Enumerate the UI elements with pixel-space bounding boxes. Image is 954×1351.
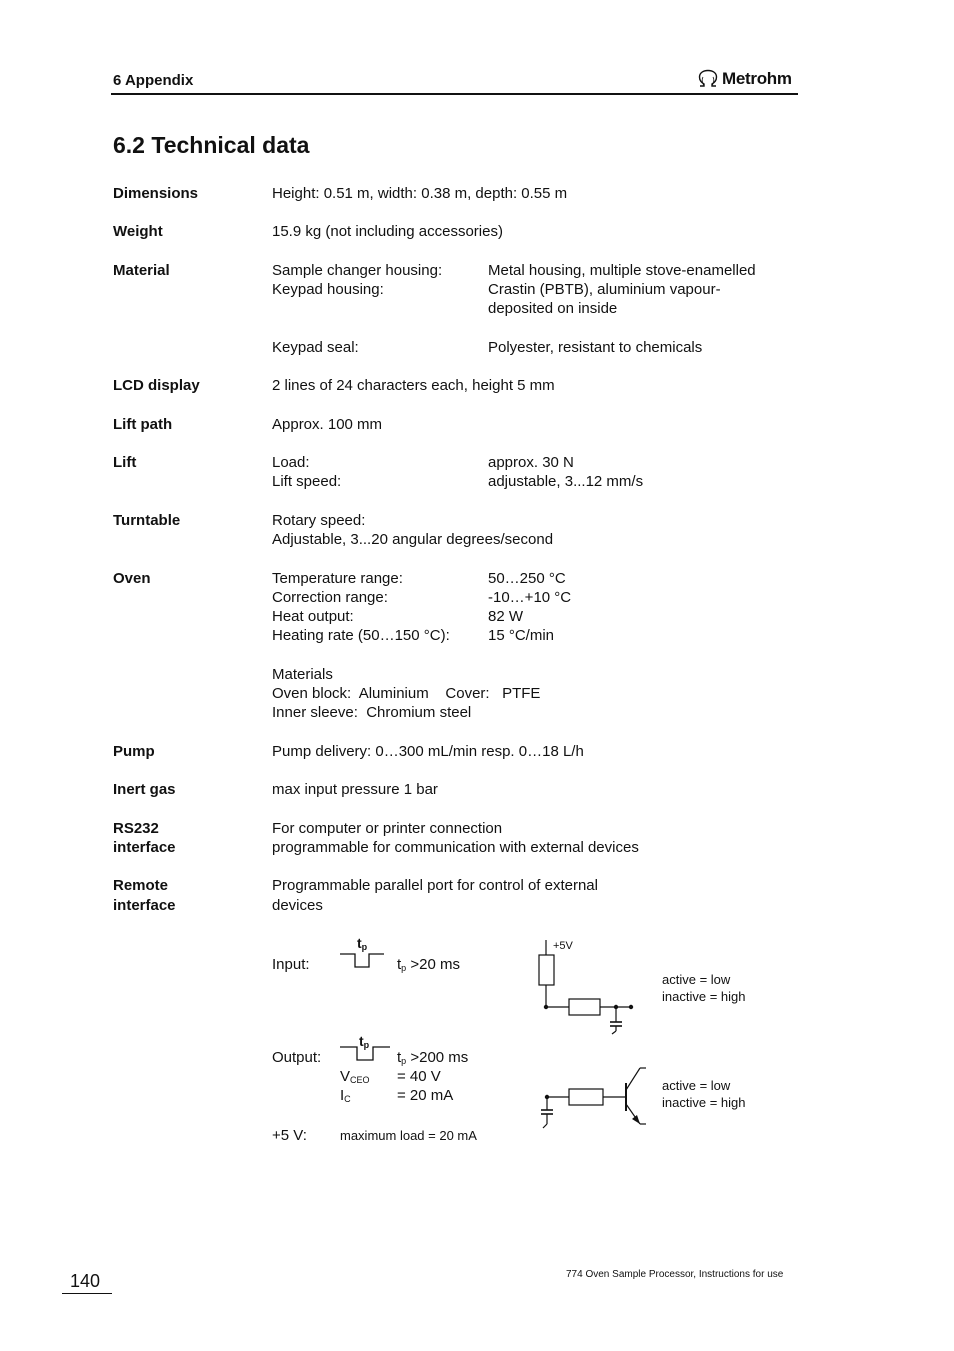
material-key-1: Sample changer housing: bbox=[272, 262, 443, 279]
input-pulse-label: $t_p$ bbox=[357, 935, 368, 952]
output-vceo-symbol: $V_{CEO}$ bbox=[340, 1068, 370, 1085]
input-label: Input: bbox=[272, 956, 310, 973]
material-value-3: Polyester, resistant to chemicals bbox=[488, 339, 703, 356]
input-tp: $t_p >20$ ms bbox=[397, 956, 460, 973]
lift-value-1: approx. 30 N bbox=[488, 454, 574, 471]
inert-gas-value: max input pressure 1 bar bbox=[272, 781, 438, 798]
input-circuit-diagram bbox=[530, 938, 640, 1038]
plus5v-value: maximum load = 20 mA bbox=[340, 1128, 477, 1143]
weight-value: 15.9 kg (not including accessories) bbox=[272, 223, 503, 240]
page-number: 140 bbox=[70, 1271, 101, 1291]
rs232-line-2: programmable for communication with external devices bbox=[272, 839, 639, 856]
input-inactive-text: inactive = high bbox=[662, 989, 746, 1004]
oven-key-2: Correction range: bbox=[272, 589, 388, 606]
remote-label-2: interface bbox=[113, 897, 176, 914]
oven-materials-heading: Materials bbox=[272, 666, 333, 683]
lift-value-2: adjustable, 3...12 mm/s bbox=[488, 473, 644, 490]
turntable-line-2: Adjustable, 3...20 angular degrees/second bbox=[272, 531, 554, 548]
brand-logo bbox=[697, 67, 792, 91]
rs232-line-1: For computer or printer connection bbox=[272, 820, 503, 837]
lift-label: Lift bbox=[113, 454, 137, 471]
section-header: 6 Appendix bbox=[113, 72, 194, 89]
rs232-label-1: RS232 bbox=[113, 820, 159, 837]
supply-label: +5V bbox=[553, 940, 573, 952]
oven-materials-line-1: Oven block: Aluminium Cover: PTFE bbox=[272, 685, 541, 702]
page-title: 6.2 Technical data bbox=[113, 132, 310, 158]
output-circuit-diagram bbox=[534, 1062, 654, 1134]
oven-key-3: Heat output: bbox=[272, 608, 354, 625]
oven-value-2: -10…+10 °C bbox=[488, 589, 572, 606]
lcd-label: LCD display bbox=[113, 377, 200, 394]
liftpath-label: Lift path bbox=[113, 416, 173, 433]
oven-key-4: Heating rate (50…150 °C): bbox=[272, 627, 450, 644]
page-number-rule bbox=[62, 1293, 112, 1294]
oven-value-1: 50…250 °C bbox=[488, 570, 566, 587]
material-value-2b: deposited on inside bbox=[488, 300, 618, 317]
oven-materials-line-2: Inner sleeve: Chromium steel bbox=[272, 704, 472, 721]
brand-name: Metrohm bbox=[722, 69, 792, 88]
output-vceo-value: = 40 V bbox=[397, 1068, 441, 1085]
material-value-1: Metal housing, multiple stove-enamelled bbox=[488, 262, 756, 279]
output-tp: $t_p >200$ ms bbox=[397, 1049, 469, 1066]
header-rule bbox=[111, 93, 798, 95]
inert-gas-label: Inert gas bbox=[113, 781, 176, 798]
output-ic-value: = 20 mA bbox=[397, 1087, 454, 1104]
lift-key-1: Load: bbox=[272, 454, 310, 471]
dimensions-label: Dimensions bbox=[113, 185, 199, 202]
output-label: Output: bbox=[272, 1049, 322, 1066]
oven-value-4: 15 °C/min bbox=[488, 627, 555, 644]
output-inactive-text: inactive = high bbox=[662, 1095, 746, 1110]
material-value-2a: Crastin (PBTB), aluminium vapour- bbox=[488, 281, 721, 298]
turntable-label: Turntable bbox=[113, 512, 181, 529]
omega-logo-icon bbox=[697, 69, 719, 89]
remote-line-2: devices bbox=[272, 897, 323, 914]
output-ic-symbol: $I_C$ bbox=[340, 1087, 351, 1104]
output-pulse-label: $t_p$ bbox=[359, 1033, 370, 1050]
material-label: Material bbox=[113, 262, 170, 279]
pump-value: Pump delivery: 0…300 mL/min resp. 0…18 L/h bbox=[272, 743, 584, 760]
oven-value-3: 82 W bbox=[488, 608, 524, 625]
pump-label: Pump bbox=[113, 743, 155, 760]
liftpath-value: Approx. 100 mm bbox=[272, 416, 383, 433]
material-key-2: Keypad housing: bbox=[272, 281, 384, 298]
output-active-text: active = low bbox=[662, 1078, 731, 1093]
lcd-value: 2 lines of 24 characters each, height 5 mm bbox=[272, 377, 555, 394]
plus5v-label: +5 V: bbox=[272, 1127, 307, 1144]
dimensions-value: Height: 0.51 m, width: 0.38 m, depth: 0.55 m bbox=[272, 185, 568, 202]
remote-label-1: Remote bbox=[113, 877, 169, 894]
turntable-line-1: Rotary speed: bbox=[272, 512, 366, 529]
oven-key-1: Temperature range: bbox=[272, 570, 403, 587]
weight-label: Weight bbox=[113, 223, 163, 240]
lift-key-2: Lift speed: bbox=[272, 473, 342, 490]
footer-doc-title: 774 Oven Sample Processor, Instructions for use bbox=[566, 1269, 784, 1280]
input-active-text: active = low bbox=[662, 972, 731, 987]
material-key-3: Keypad seal: bbox=[272, 339, 359, 356]
rs232-label-2: interface bbox=[113, 839, 176, 856]
oven-label: Oven bbox=[113, 570, 151, 587]
remote-line-1: Programmable parallel port for control of external bbox=[272, 877, 598, 894]
